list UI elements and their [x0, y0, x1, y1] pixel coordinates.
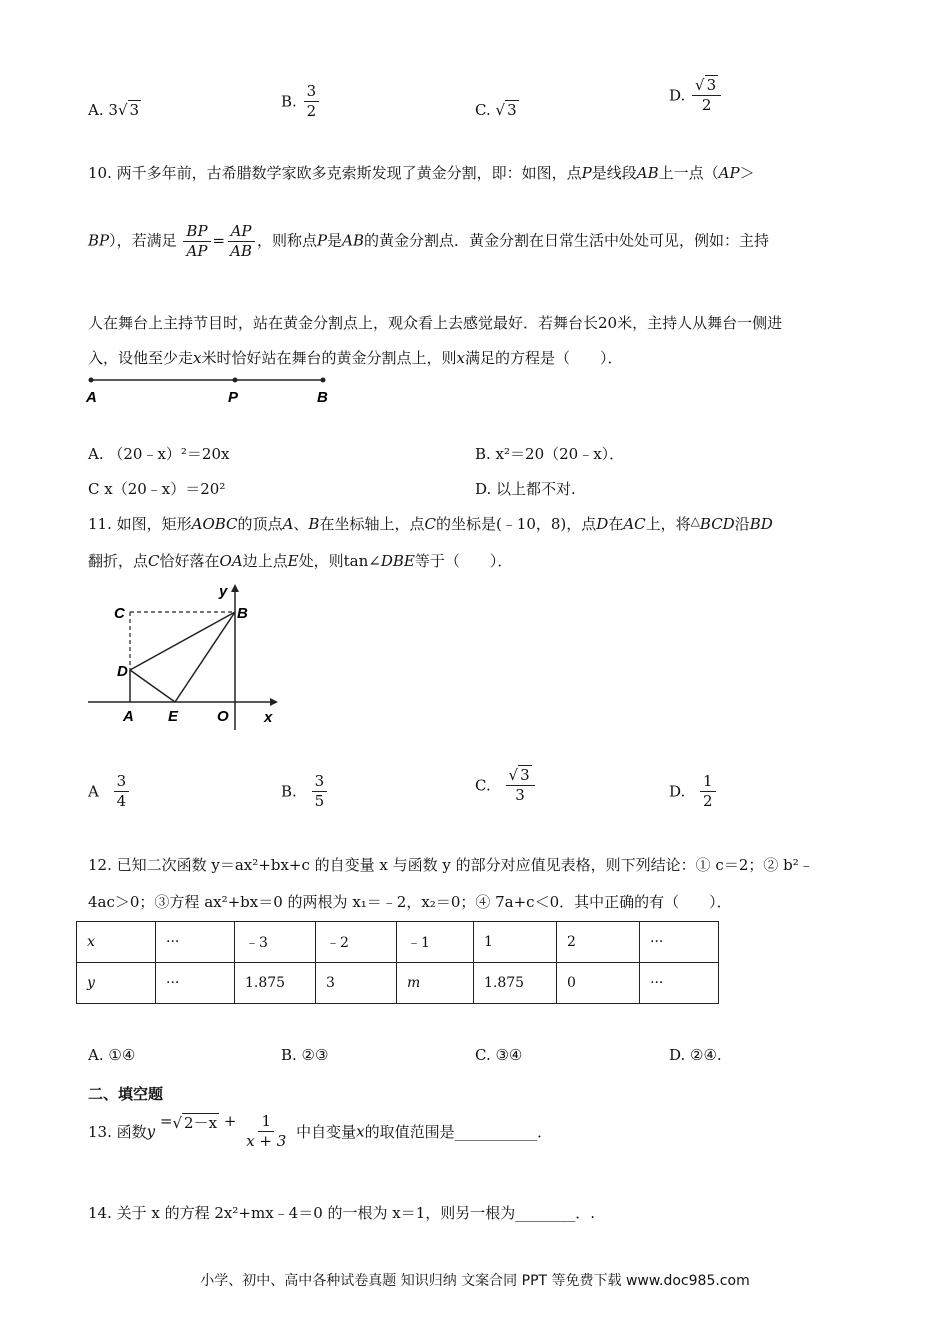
- value-table: [76, 921, 719, 1004]
- table-row: x ··· ﹣3 ﹣2 ﹣1 1 2 ···: [77, 922, 719, 963]
- point-a-label: A: [86, 389, 97, 406]
- footer-ad: 小学、初中、高中各种试卷真题 知识归纳 文案合同 PPT 等免费下载 www.doc985.com: [200, 1273, 750, 1289]
- q10-line3: 人在舞台上主持节目时，站在黄金分割点上，观众看上去感觉最好．若舞台长20米，主持人从舞台一侧进: [88, 314, 783, 332]
- q9-option-c: C. √ 3: [475, 101, 517, 119]
- q10-option-b: B. x²＝20（20﹣x）．: [475, 445, 625, 463]
- q12-option-d: D. ②④.: [669, 1046, 722, 1064]
- point-b-label: B: [317, 389, 328, 406]
- q12-option-b: B. ②③: [281, 1046, 329, 1064]
- q14-line: 14. 关于 x 的方程 2x²+mx﹣4＝0 的一根为 x＝1，则另一根为________．.: [88, 1204, 596, 1222]
- point-d-label: D: [117, 663, 128, 680]
- q9-option-b: B. $\frac{3}{2}$: [281, 82, 321, 121]
- table-row: y ··· 1.875 3 m 1.875 0 ···: [77, 963, 719, 1004]
- q11-option-c: C. $\frac{√ 3}{3}$: [475, 766, 537, 805]
- rectangle-fold-figure: [86, 578, 286, 736]
- point-p-label: P: [228, 389, 239, 406]
- q12-option-a: A. ①④: [88, 1046, 136, 1064]
- q13-line: 13. 函数y =√ 2－x + $\frac{1}{x + 3}$ 中自变量x的取值范围是___________．: [88, 1112, 553, 1150]
- q11-line1: 11. 如图，矩形AOBC的顶点A、B在坐标轴上，点C的坐标是(﹣10，8)，点D在AC上，将△BCD沿BD: [88, 514, 773, 533]
- point-a-label: A: [123, 708, 134, 725]
- axis-y-label: y: [219, 583, 228, 600]
- q11-option-a: A $\frac{3}{4}$: [88, 772, 131, 811]
- q12-line2: 4ac＞0；③方程 ax²+bx＝0 的两根为 x₁＝﹣2，x₂＝0；④ 7a+c＜0．其中正确的有（ ）．: [88, 893, 732, 911]
- axis-x-label: x: [264, 709, 273, 726]
- origin-label: O: [217, 708, 229, 725]
- q12-option-c: C. ③④: [475, 1046, 523, 1064]
- q10-line4: 入，设他至少走x米时恰好站在舞台的黄金分割点上，则x满足的方程是（ ）．: [88, 349, 623, 367]
- golden-ratio-right: $\frac{AP}{AB}$: [227, 222, 255, 261]
- q10-option-a: A. （20﹣x）²＝20x: [88, 445, 230, 463]
- section-title-fill-in: 二、填空题: [88, 1085, 164, 1103]
- point-b-label: B: [237, 605, 248, 622]
- q10-option-d: D. 以上都不对.: [475, 480, 576, 498]
- q10-option-c: C x（20﹣x）＝20²: [88, 480, 226, 498]
- q9-option-a: A. 3√ 3: [88, 101, 140, 119]
- q10-line1: 10. 两千多年前，古希腊数学家欧多克索斯发现了黄金分割，即：如图，点P是线段AB上一点（AP＞: [88, 164, 755, 182]
- segment-ab-figure: [82, 370, 342, 410]
- point-e-label: E: [168, 708, 179, 725]
- q11-line2: 翻折，点C恰好落在OA边上点E处，则tan∠DBE等于（ ）．: [88, 552, 513, 570]
- q11-option-b: B. $\frac{3}{5}$: [281, 772, 329, 811]
- q10-line2: BP），若满足 $\frac{BP}{AP}$ = $\frac{AP}{AB}$ ，则称点P是AB的黄金分割点．黄金分割在日常生活中处处可见，例如：主持: [88, 222, 769, 260]
- q11-option-d: D. $\frac{1}{2}$: [669, 772, 718, 811]
- point-c-label: C: [114, 605, 125, 622]
- q9-option-d: D. $\frac{√ 3}{2}$: [669, 76, 723, 115]
- q12-line1: 12. 已知二次函数 y＝ax²+bx+c 的自变量 x 与函数 y 的部分对应值见表格，则下列结论：① c＝2；② b²﹣: [88, 856, 814, 874]
- golden-ratio-left: $\frac{BP}{AP}$: [183, 222, 210, 261]
